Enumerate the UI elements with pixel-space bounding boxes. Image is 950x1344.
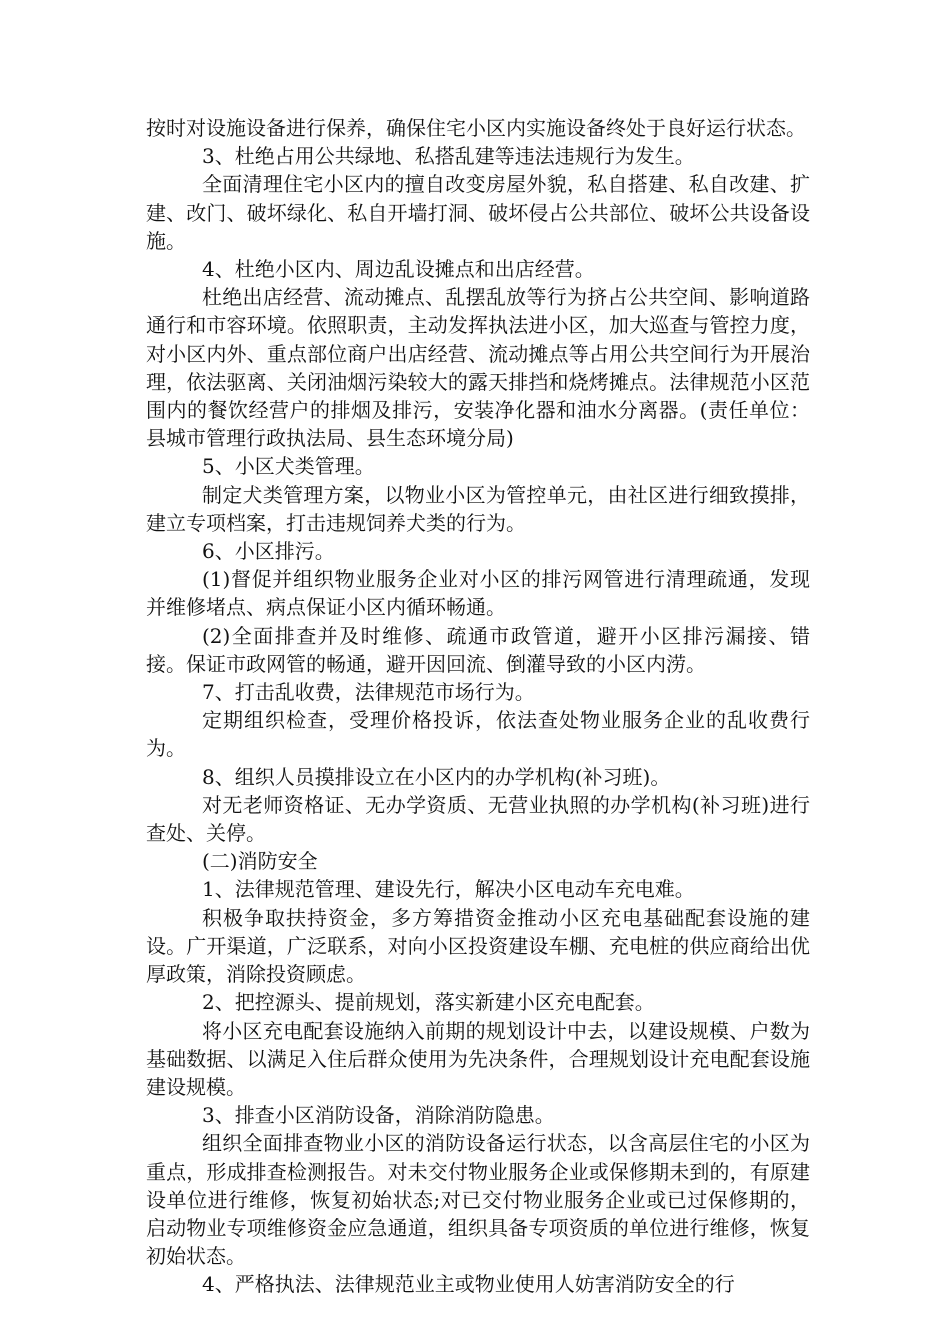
paragraph: 2、把控源头、提前规划，落实新建小区充电配套。 (202, 990, 655, 1015)
paragraph: (2)全面排查并及时维修、疏通市政管道，避开小区排污漏接、错接。保证市政网管的畅通，避开因回流、倒灌导致的小区内涝。 (146, 623, 810, 676)
paragraph: 6、小区排污。 (202, 539, 335, 564)
paragraph: (二)消防安全 (202, 849, 318, 874)
paragraph: 按时对设施设备进行保养，确保住宅小区内实施设备终处于良好运行状态。 (146, 116, 806, 140)
paragraph: 3、杜绝占用公共绿地、私搭乱建等违法违规行为发生。 (202, 144, 695, 169)
paragraph: 积极争取扶持资金，多方筹措资金推动小区充电基础配套设施的建设。广开渠道，广泛联系，对向小区投资建设车棚、充电桩的供应商给出优厚政策，消除投资顾虑。 (146, 905, 810, 987)
paragraph: 将小区充电配套设施纳入前期的规划设计中去，以建设规模、户数为基础数据、以满足入住后群众使用为先决条件，合理规划设计充电配套设施建设规模。 (146, 1018, 810, 1099)
paragraph: (1)督促并组织物业服务企业对小区的排污网管进行清理疏通，发现并维修堵点、病点保证小区内循环畅通。 (146, 567, 810, 620)
paragraph: 4、严格执法、法律规范业主或物业使用人妨害消防安全的行 (202, 1272, 735, 1297)
paragraph: 杜绝出店经营、流动摊点、乱摆乱放等行为挤占公共空间、影响道路通行和市容环境。依照职责，主动发挥执法进小区，加大巡查与管控力度，对小区内外、重点部位商户出店经营、流动摊点等占用公共空间行为开展治理，依法驱离、关闭油烟污染较大的露天排挡和烧烤摊点。法律规范小区范围内的餐饮经营户的排烟及排污，安装净化器和油水分离器。(责任单位：县城市管理行政执法局、县生态环境分局) (146, 285, 810, 451)
paragraph: 1、法律规范管理、建设先行，解决小区电动车充电难。 (202, 877, 695, 902)
paragraph: 对无老师资格证、无办学资质、无营业执照的办学机构(补习班)进行查处、关停。 (146, 792, 810, 846)
paragraph: 全面清理住宅小区内的擅自改变房屋外貌，私自搭建、私自改建、扩建、改门、破坏绿化、私自开墙打洞、破坏侵占公共部位、破坏公共设备设施。 (146, 172, 810, 253)
paragraph: 5、小区犬类管理。 (202, 454, 375, 479)
paragraph: 3、排查小区消防设备，消除消防隐患。 (202, 1103, 555, 1128)
paragraph: 定期组织检查，受理价格投诉，依法查处物业服务企业的乱收费行为。 (146, 708, 810, 761)
paragraph: 制定犬类管理方案，以物业小区为管控单元，由社区进行细致摸排，建立专项档案，打击违规饲养犬类的行为。 (146, 482, 810, 535)
paragraph: 组织全面排查物业小区的消防设备运行状态，以含高层住宅的小区为重点，形成排查检测报告。对未交付物业服务企业或保修期未到的，有原建设单位进行维修，恢复初始状态;对已交付物业服务企业或已过保修期的，启动物业专项维修资金应急通道，组织具备专项资质的单位进行维修，恢复初始状态。 (146, 1131, 810, 1269)
paragraph: 4、杜绝小区内、周边乱设摊点和出店经营。 (202, 257, 595, 282)
paragraph: 7、打击乱收费，法律规范市场行为。 (202, 680, 535, 705)
paragraph: 8、组织人员摸排设立在小区内的办学机构(补习班)。 (202, 764, 671, 789)
document-body (146, 114, 810, 1299)
